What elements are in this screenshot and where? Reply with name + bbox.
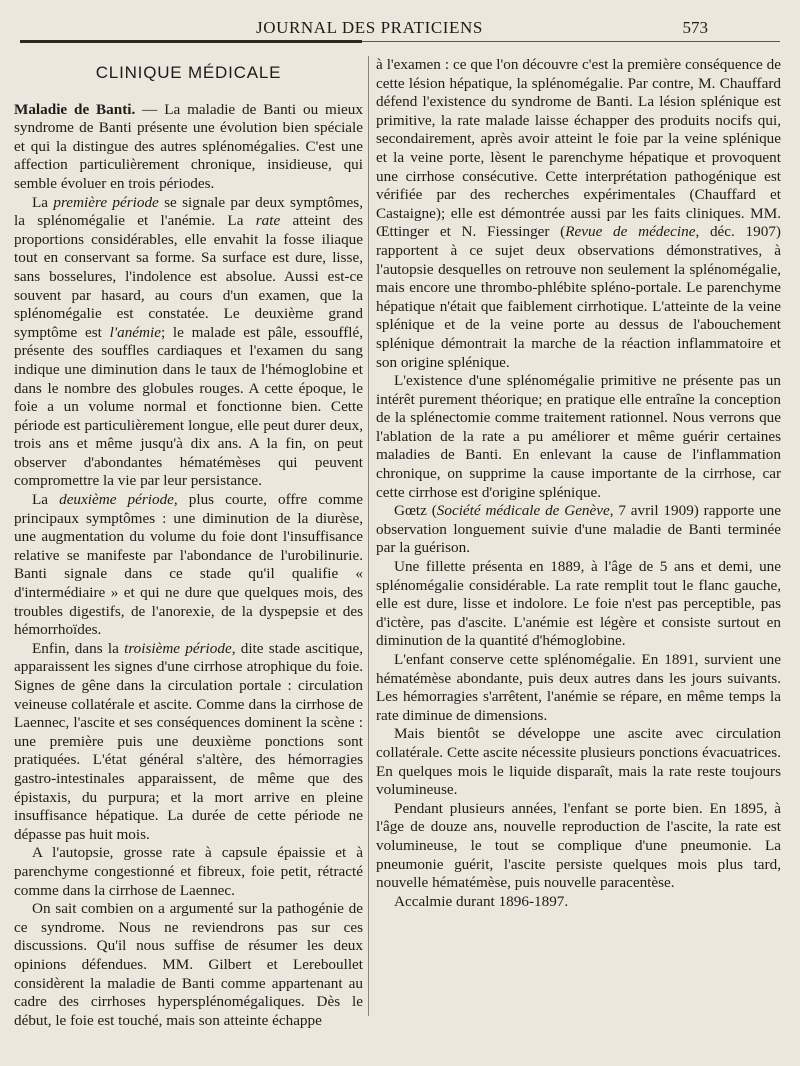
paragraph-accalmie: Accalmie durant 1896-1897. — [394, 892, 569, 910]
paragraph-goetz: Gœtz (Société médicale de Genève, 7 avril 1909) rapporte une observation longuement suivie d'une maladie de Banti terminée par la guérison. — [376, 502, 781, 557]
header-rule-thick — [20, 40, 362, 43]
right-column — [376, 56, 781, 911]
left-column — [14, 56, 363, 1030]
journal-title: JOURNAL DES PRATICIENS — [256, 18, 483, 37]
running-head — [0, 16, 800, 40]
paragraph-first-period: La première période se signale par deux symptômes, la splénomégalie et l'anémie. La rate atteint des proportions considérables, elle envahit la fosse iliaque tout en conservant sa forme. Sa surface est dure, lisse, sans bosselures, l'indolence est absolue. Aussi est-ce souvent par hasard, au cours d'un examen, que la splénomégalie est constatée. Le deuxième grand symptôme est l'anémie; le malade est pâle, essoufflé, présente des souffles cardiaques et l'examen du sang indique une diminution dans le taux de l'hémoglobine et dans le nombre des globules rouges. A cette époque, le foie a un volume normal et fonctionne bien. Cette période est particulièrement longue, elle peut durer deux, trois ans et même jusqu'à dix ans. A la fin, on peut observer d'abondantes hématémèses qui peuvent compromettre la vie par leur persistance. — [14, 193, 364, 490]
paragraph-case-1891: L'enfant conserve cette splénomégalie. En 1891, survient une hématémèse abondante, puis deux autres dans les jours suivants. Les hémorragies s'arrêtent, l'anémie se répare, en même temps la rate diminue de dimensions. — [376, 651, 781, 724]
paragraph-continuation: à l'examen : ce que l'on découvre c'est la première conséquence de cette lésion hépatique, la splénomégalie. Par contre, M. Chauffard défend l'existence du syndrome de Banti. La lésion splénique est primitive, la rate malade laisse échapper des produits nocifs qui, secondairement, après avoir atteint le foie par la veine splénique et la veine porte, lèsent le parenchyme hépatique et provoquent une cirrhose consécutive. Cette interprétation pathogénique est vérifiée par des recherches expérimentales (Chauffard et Castaigne); elle est démontrée aussi par les faits cliniques. MM. Œttinger et N. Fiessinger (Revue de médecine, déc. 1907) rapportent à ce sujet deux observations démonstratives, à l'autopsie desquelles on retrouve non seulement la splénomégalie, mais encore une thrombo-phlébite spléno-portale. Le parenchyme hépatique n'était que faiblement cirrhotique. L'atteinte de la veine splénique et de la veine porte au dessus de l'abouchement splénique démontrait la marche de la réaction inflammatoire et son origine splénique. — [376, 56, 781, 371]
column-divider — [368, 56, 369, 1016]
section-heading: CLINIQUE MÉDICALE — [95, 63, 282, 82]
paragraph-autopsy: A l'autopsie, grosse rate à capsule épaissie et à parenchyme congestionné et fibreux, foie petit, rétracté comme dans la cirrhose de Laennec. — [14, 844, 363, 899]
paragraph-intro: Maladie de Banti. — La maladie de Banti ou mieux syndrome de Banti présente une évolution bien spéciale et qui la distingue des autres splénomégalies. C'est une affection particulièrement chronique, insidieuse, qui semble évoluer en trois périodes. — [14, 100, 363, 192]
paragraph-case-1889: Une fillette présenta en 1889, à l'âge de 5 ans et demi, une splénomégalie considérable. La rate remplit tout le flanc gauche, elle est dure, lisse et indolore. Le foie n'est pas perceptible, pas d'ictère, pas d'ascite. L'anémie est légère et consiste surtout en diminution de la quantité d'hémoglobine. — [376, 558, 781, 650]
paragraph-pathogeny: On sait combien on a argumenté sur la pathogénie de ce syndrome. Nous ne reviendrons pas sur ces discussions. Qu'il nous suffise de résumer les deux opinions défendues. MM. Gilbert et Lereboullet considèrent la maladie de Banti comme appartenant au cadre des cirrhoses hypersplénomégaliques. Dès le début, le foie est touché, mais son atteinte échappe — [14, 900, 363, 1029]
paragraph-second-period: La deuxième période, plus courte, offre comme principaux symptômes : une diminution de la diurèse, une augmentation du volume du foie dont l'insuffisance relative se manifeste par l'abondance de l'urobilinurie. Banti signale dans ce stade qu'il qualifie « d'intermédiaire » et qui ne dure que quelques mois, des troubles digestifs, de l'anorexie, de la dyspepsie et des hémorrhoïdes. — [14, 491, 363, 639]
article-lead: Maladie de Banti. — [14, 100, 136, 118]
paragraph-case-1895: Pendant plusieurs années, l'enfant se porte bien. En 1895, à l'âge de douze ans, nouvelle reproduction de l'ascite, la rate est volumineuse, le tout se complique d'une pneumonie. La pneumonie guérit, l'ascite persiste quelques mois plus tard, nouvelle hématémèse, puis nouvelle paracentèse. — [376, 799, 781, 892]
header-rule-thin — [362, 41, 780, 42]
paragraph-splenectomy: L'existence d'une splénomégalie primitive ne présente pas un intérêt purement théorique; en pratique elle entraîne la conception de la splénectomie comme traitement rationnel. Nous verrons que l'ablation de la rate a pu améliorer et même guérir certaines maladies de Banti. En enlevant la cause de l'inflammation chronique, on supprime la cause importante de la cirrhose, car cette cirrhose est d'origine splénique. — [376, 372, 781, 501]
paragraph-ascite: Mais bientôt se développe une ascite avec circulation collatérale. Cette ascite nécessite plusieurs ponctions évacuatrices. En quelques mois le liquide disparaît, mais la rate reste toujours volumineuse. — [376, 725, 781, 799]
paragraph-third-period: Enfin, dans la troisième période, dite stade ascitique, apparaissent les signes d'une cirrhose atrophique du foie. Signes de gêne dans la circulation portale : circulation veineuse collatérale et ascite. Comme dans la cirrhose de Laennec, l'ascite et ses conséquences dominent la scène : une première puis une deuxième ponctions sont pratiquées. L'état général s'altère, des hémorragies gastro-intestinales apparaissent, de même que des épistaxis, du purpura; et la mort arrive en pleine insuffisance hépatique. La durée de cette période ne dépasse pas huit mois. — [14, 639, 363, 843]
page-number: 573 — [682, 18, 708, 37]
